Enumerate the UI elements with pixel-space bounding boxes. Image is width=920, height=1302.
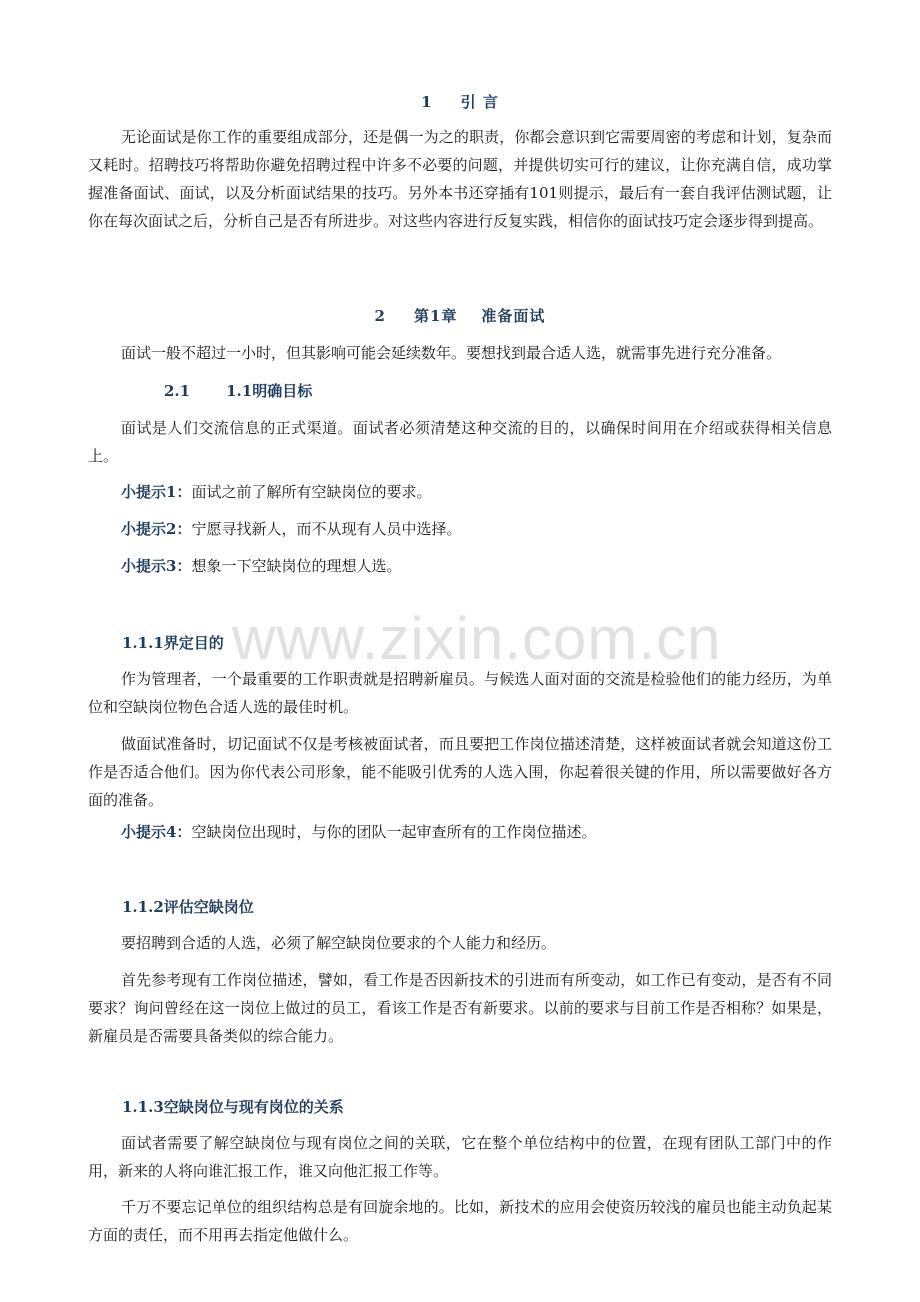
section-2-1-title: 1.1明确目标: [226, 382, 313, 400]
tip-4-text: 空缺岗位出现时，与你的团队一起审查所有的工作岗位描述。: [191, 823, 597, 841]
section-1-1-2-heading: 1.1.2评估空缺岗位: [122, 898, 254, 916]
tip-4: [121, 818, 831, 846]
tip-2-text: 宁愿寻找新人，而不从现有人员中选择。: [191, 520, 462, 538]
intro-paragraph: 无论面试是你工作的重要组成部分，还是偶一为之的职责，你都会意识到它需要周密的考虑和计划，复杂而又耗时。招聘技巧将帮助你避免招聘过程中许多不必要的问题，并提供切实可行的建议，让你充满自信，成功掌握准备面试、面试，以及分析面试结果的技巧。另外本书还穿插有101则提示，最后有一套自我评估测试题，让你在每次面试之后，分析自己是否有所进步。对这些内容进行反复实践，相信你的面试技巧定会逐步得到提高。: [88, 128, 832, 230]
chapter-intro-paragraph: 面试一般不超过一小时，但其影响可能会延续数年。要想找到最合适人选，就需事先进行充分准备。: [121, 344, 782, 362]
section-2-1-number: 2.1: [164, 382, 191, 400]
section-1-title: 引 言: [460, 93, 499, 111]
assess-paragraph-2: 首先参考现有工作岗位描述，譬如，看工作是否因新技术的引进而有所变动，如工作已有变动，是否有不同要求？询问曾经在这一岗位上做过的员工，看该工作是否有新要求。以前的要求与目前工作是否相称？如果是，新雇员是否需要具备类似的综合能力。: [88, 971, 832, 1045]
relation-paragraph-2: 千万不要忘记单位的组织结构总是有回旋余地的。比如，新技术的应用会使资历较浅的雇员也能主动负起某方面的责任，而不用再去指定他做什么。: [88, 1198, 832, 1244]
tip-3: [121, 552, 831, 580]
section-2-number: 2: [374, 307, 386, 325]
section-2-1-heading: [164, 380, 312, 401]
purpose-paragraph-2: 做面试准备时，切记面试不仅是考核被面试者，而且要把工作岗位描述清楚，这样被面试者就会知道这份工作是否适合他们。因为你代表公司形象，能不能吸引优秀的人选入围，你起着很关键的作用，所以需要做好各方面的准备。: [88, 735, 832, 809]
watermark: www.zixin.com.cn: [232, 605, 722, 672]
section-2-chapter: 第1章: [413, 307, 458, 325]
tip-4-label: 小提示4：: [121, 823, 192, 841]
section-2-heading: [0, 305, 920, 326]
section-1-1-3-heading: 1.1.3空缺岗位与现有岗位的关系: [122, 1098, 344, 1116]
relation-paragraph-1: 面试者需要了解空缺岗位与现有岗位之间的关联，它在整个单位结构中的位置，在现有团队工部门中的作用，新来的人将向谁汇报工作，谁又向他汇报工作等。: [88, 1134, 832, 1180]
section-2-title: 准备面试: [481, 307, 546, 325]
assess-paragraph-1: 要招聘到合适的人选，必须了解空缺岗位要求的个人能力和经历。: [121, 934, 557, 952]
tip-1: [121, 478, 831, 506]
tip-1-label: 小提示1：: [121, 483, 192, 501]
tip-2: [121, 515, 831, 543]
tip-3-label: 小提示3：: [121, 557, 192, 575]
tip-3-text: 想象一下空缺岗位的理想人选。: [191, 557, 402, 575]
goal-paragraph: 面试是人们交流信息的正式渠道。面试者必须清楚这种交流的目的，以确保时间用在介绍或获得相关信息上。: [88, 419, 832, 465]
section-1-1-1-heading: 1.1.1界定目的: [122, 634, 224, 652]
tip-1-text: 面试之前了解所有空缺岗位的要求。: [191, 483, 432, 501]
tip-2-label: 小提示2：: [121, 520, 192, 538]
purpose-paragraph-1: 作为管理者，一个最重要的工作职责就是招聘新雇员。与候选人面对面的交流是检验他们的能力经历，为单位和空缺岗位物色合适人选的最佳时机。: [88, 670, 832, 716]
section-1-heading: [0, 91, 920, 112]
section-1-number: 1: [421, 93, 433, 111]
